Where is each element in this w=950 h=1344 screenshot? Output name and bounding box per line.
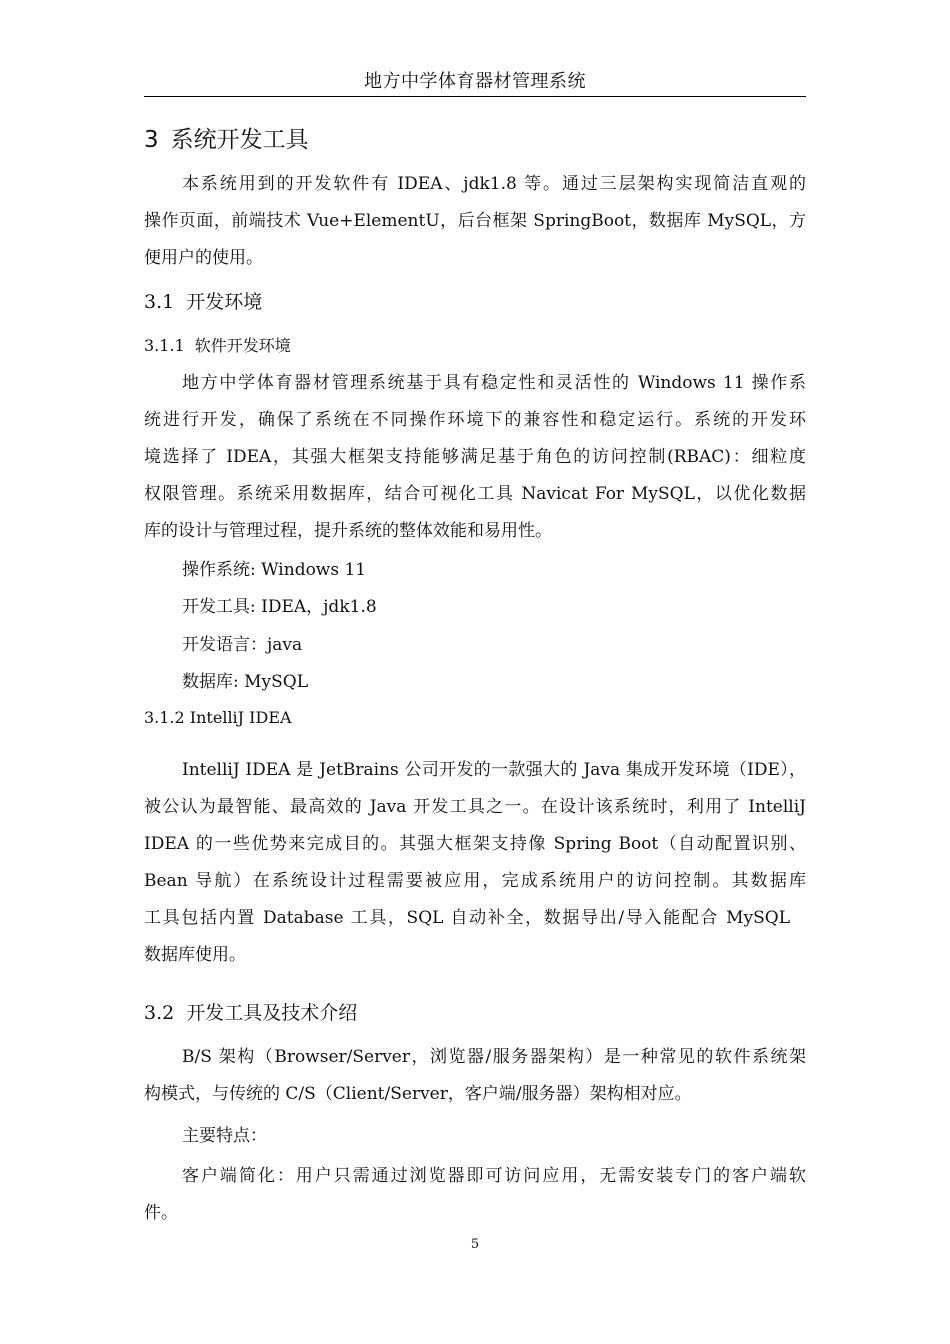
- paragraph-line: 操作页面，前端技术 Vue+ElementU，后台框架 SpringBoot，数据库 MySQL，方: [144, 211, 806, 231]
- section-number: 3: [144, 127, 159, 153]
- section-3-heading: [144, 123, 806, 157]
- paragraph-line: 客户端简化：用户只需通过浏览器即可访问应用，无需安装专门的客户端软: [182, 1166, 806, 1186]
- paragraph-line: 数据库使用。: [144, 945, 246, 965]
- section-title: 开发环境: [186, 291, 263, 313]
- paragraph-line: IntelliJ IDEA 是 JetBrains 公司开发的一款强大的 Java 集成开发环境（IDE），: [182, 760, 806, 780]
- header-rule: [144, 96, 806, 97]
- section-3-1-1-heading: [144, 333, 806, 359]
- section-title: 开发工具及技术介绍: [186, 1002, 358, 1024]
- section-number: 3.2: [144, 1002, 175, 1024]
- paragraph-line: B/S 架构（Browser/Server，浏览器/服务器架构）是一种常见的软件系统架: [182, 1047, 806, 1067]
- section-3-1-heading: [144, 287, 806, 317]
- paragraph-line: 权限管理。系统采用数据库，结合可视化工具 Navicat For MySQL，以优化数据: [144, 484, 806, 504]
- section-number: 3.1.1: [144, 336, 185, 355]
- section-title: 系统开发工具: [170, 127, 309, 153]
- paragraph-line: Bean 导航）在系统设计过程需要被应用，完成系统用户的访问控制。其数据库: [144, 871, 806, 891]
- paragraph-line: 件。: [144, 1203, 178, 1223]
- paragraph-line: 工具包括内置 Database 工具，SQL 自动补全，数据导出/导入能配合 MySQL: [144, 908, 790, 928]
- paragraph-line: 地方中学体育器材管理系统基于具有稳定性和灵活性的 Windows 11 操作系: [182, 373, 806, 393]
- section-3-2-heading: [144, 998, 806, 1028]
- spec-item-database: 数据库: MySQL: [182, 672, 309, 692]
- section-3-1-2-heading: 3.1.2 IntelliJ IDEA: [144, 708, 292, 727]
- page-number: 5: [470, 1237, 480, 1252]
- paragraph-line: 库的设计与管理过程，提升系统的整体效能和易用性。: [144, 521, 552, 541]
- spec-item-os: 操作系统: Windows 11: [182, 560, 367, 580]
- paragraph-line: 境选择了 IDEA，其强大框架支持能够满足基于角色的访问控制(RBAC)：细粒度: [144, 447, 806, 467]
- paragraph-line: 本系统用到的开发软件有 IDEA、jdk1.8 等。通过三层架构实现简洁直观的: [182, 174, 806, 194]
- section-number: 3.1: [144, 291, 175, 313]
- paragraph-line: 统进行开发，确保了系统在不同操作环境下的兼容性和稳定运行。系统的开发环: [144, 410, 806, 430]
- paragraph-line: 构模式，与传统的 C/S（Client/Server，客户端/服务器）架构相对应。: [144, 1084, 692, 1104]
- paragraph-line: 便用户的使用。: [144, 248, 263, 268]
- spec-item-tools: 开发工具: IDEA，jdk1.8: [182, 597, 377, 617]
- paragraph-line: IDEA 的一些优势来完成目的。其强大框架支持像 Spring Boot（自动配置识别、: [144, 834, 806, 854]
- section-title: 软件开发环境: [194, 336, 291, 355]
- features-label: 主要特点：: [182, 1126, 267, 1146]
- spec-item-language: 开发语言：java: [182, 635, 303, 655]
- paragraph-line: 被公认为最智能、最高效的 Java 开发工具之一。在设计该系统时，利用了 IntelliJ: [144, 797, 806, 817]
- running-header: 地方中学体育器材管理系统: [364, 71, 586, 92]
